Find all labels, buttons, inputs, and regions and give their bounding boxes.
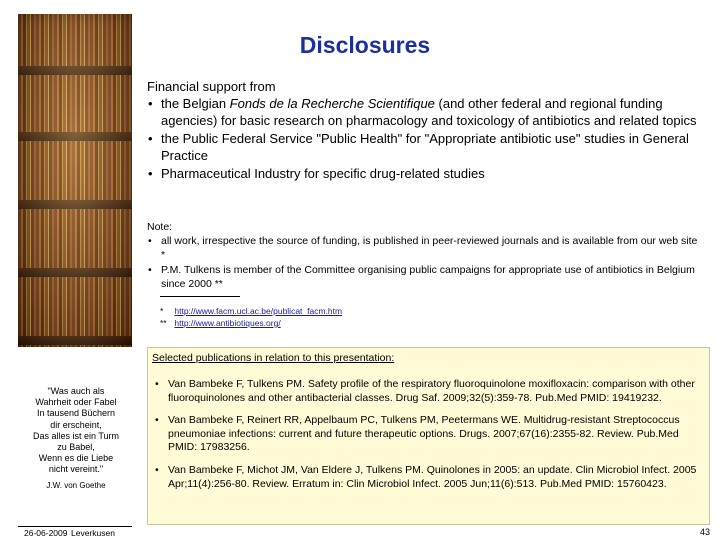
financial-item: • the Public Federal Service "Public Health" for "Appropriate antibiotic use" studies in General Practice <box>147 131 707 164</box>
footnote-divider <box>160 296 240 297</box>
publication-item: • Van Bambeke F, Michot JM, Van Eldere J, Tulkens PM. Quinolones in 2005: an update. Clin Microbiol Infect. 2005 Apr;11(4):256-80. Review. Erratum in: Clin Microbiol Infect. 2005 Jun;11(6):513. Pub.Med PMID: 15760423. <box>154 464 702 491</box>
quote-line: Das alles ist ein Turm <box>32 430 120 441</box>
note-item: • all work, irrespective the source of funding, is published in peer-reviewed journals and is available from our web site * <box>147 234 702 262</box>
antibiotiques-link[interactable]: http://www.antibiotiques.org/ <box>174 318 281 328</box>
page-title: Disclosures <box>299 32 431 58</box>
publications-link[interactable]: http://www.facm.ucl.ac.be/publicat_facm.htm <box>174 306 343 316</box>
quote-line: dir erscheint, <box>50 419 102 430</box>
publications-heading: Selected publications in relation to this presentation: <box>152 352 395 364</box>
publication-item: • Van Bambeke F, Reinert RR, Appelbaum PC, Tulkens PM, Peetermans WE. Multidrug-resistant Streptococcus pneumoniae infections: current and future therapeutic options. Drugs. 2007;67(16):2355-82. Review. Pub.Med PMID: 17983256. <box>154 414 702 455</box>
footer-date: 26-06-2009 <box>24 528 68 538</box>
quote-line: "Was auch als <box>47 386 105 396</box>
financial-intro: Financial support from <box>147 79 276 94</box>
publications-box <box>147 347 710 525</box>
publication-item: • Van Bambeke F, Tulkens PM. Safety profile of the respiratory fluoroquinolone moxifloxacin: comparison with other fluoroquinolones and other antibacterial classes. Drug Saf. 2009;32(5):359-78. Pub.Med PMID: 19419232. <box>154 378 702 405</box>
financial-support-section <box>147 78 707 185</box>
quote-author: J.W. von Goethe <box>46 481 106 490</box>
quote-line: In tausend Büchern <box>36 408 116 419</box>
financial-item <box>147 96 707 129</box>
note-section <box>147 220 702 292</box>
footer-place: Leverkusen <box>71 528 115 538</box>
bookshelf-image <box>18 14 132 347</box>
financial-item-text: (and other federal and regional funding agencies) for basic research on pharmacology and toxicology of antibiotics and related topics <box>161 96 697 128</box>
financial-item: • Pharmaceutical Industry for specific drug-related studies <box>147 166 707 183</box>
goethe-quote <box>20 386 132 476</box>
note-label: Note: <box>147 221 173 233</box>
footnote <box>160 306 342 316</box>
footer-divider <box>18 526 132 527</box>
financial-item-text: the Belgian <box>161 96 230 111</box>
quote-line: zu Babel, <box>57 442 95 453</box>
footnote <box>160 318 281 328</box>
quote-line: Wahrheit oder Fabel <box>35 397 117 408</box>
note-item: • P.M. Tulkens is member of the Committee organising public campaigns for appropriate use of antibiotics in Belgium since 2000 ** <box>147 263 702 291</box>
fund-name: Fonds de la Recherche Scientifique <box>229 96 435 111</box>
footnote-mark: * <box>160 306 164 316</box>
quote-line: nicht vereint." <box>48 464 104 475</box>
quote-line: Wenn es die Liebe <box>38 453 114 464</box>
page-number: 43 <box>699 527 710 537</box>
footnote-mark: ** <box>160 318 167 328</box>
